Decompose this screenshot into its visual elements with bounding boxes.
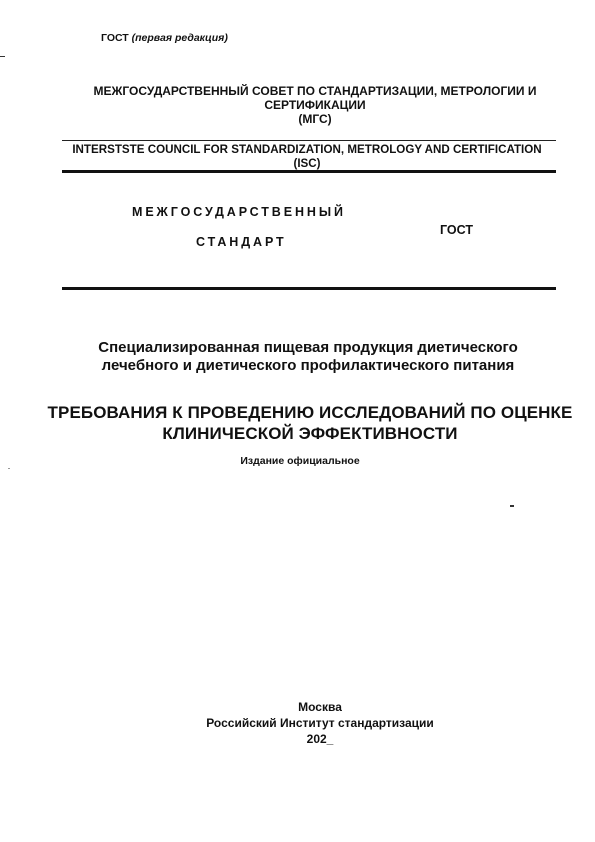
document-title-line: КЛИНИЧЕСКОЙ ЭФФЕКТИВНОСТИ: [162, 424, 458, 443]
divider-thin: [62, 140, 556, 141]
divider-thick: [62, 170, 556, 173]
council-name-ru: [80, 84, 550, 126]
product-title-line: Специализированная пищевая продукция диетического: [98, 339, 518, 356]
gost-designation: ГОСТ: [440, 223, 473, 237]
standard-type-word1: МЕЖГОСУДАРСТВЕННЫЙ: [132, 205, 346, 219]
council-ru-line: СЕРТИФИКАЦИИ: [264, 98, 366, 112]
document-title: [40, 402, 580, 444]
council-ru-line: (МГС): [298, 112, 332, 126]
header-edition-note: [101, 32, 228, 44]
standard-type-word2: СТАНДАРТ: [196, 235, 287, 249]
publisher-year: 202_: [306, 732, 334, 746]
official-edition-label: Издание официальное: [240, 455, 360, 467]
council-en-line: INTERSTSTE COUNCIL FOR STANDARDIZATION, METROLOGY AND CERTIFICATION: [72, 143, 542, 156]
scan-speck: [510, 505, 514, 507]
product-title: [60, 339, 556, 375]
divider-thick: [62, 287, 556, 290]
council-en-line: (ISC): [293, 157, 321, 170]
document-title-line: ТРЕБОВАНИЯ К ПРОВЕДЕНИЮ ИССЛЕДОВАНИЙ ПО ОЦЕНКЕ: [47, 403, 573, 422]
header-edition-label: (первая редакция): [131, 32, 228, 44]
header-gost: ГОСТ: [101, 32, 129, 44]
publisher-institute: Российский Институт стандартизации: [206, 716, 434, 730]
publisher-city: Москва: [298, 700, 342, 714]
scan-speck: [8, 468, 10, 469]
council-name-en: [58, 143, 556, 171]
scan-speck: [0, 56, 5, 57]
product-title-line: лечебного и диетического профилактического питания: [101, 357, 515, 374]
council-ru-line: МЕЖГОСУДАРСТВЕННЫЙ СОВЕТ ПО СТАНДАРТИЗАЦИИ, МЕТРОЛОГИИ И: [93, 84, 537, 98]
publisher-block: [170, 699, 470, 747]
